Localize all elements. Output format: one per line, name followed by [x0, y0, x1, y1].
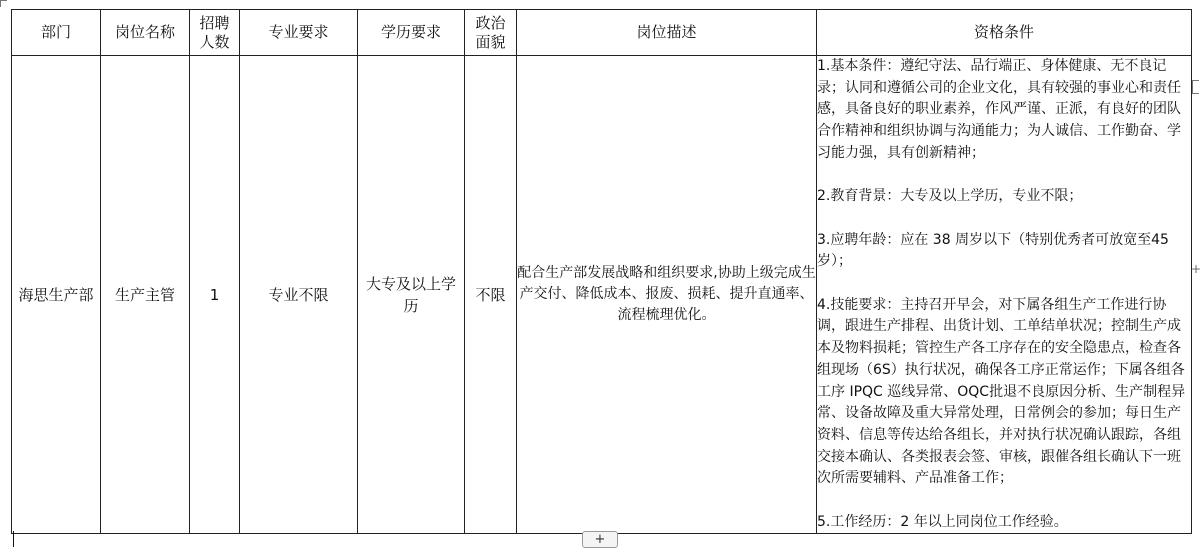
add-row-button[interactable]: +: [582, 531, 618, 548]
cell-qualifications[interactable]: [817, 56, 1192, 534]
job-posting-table: [11, 9, 1192, 534]
header-political-status: [465, 10, 517, 56]
blank-line: [817, 165, 1191, 187]
qualification-skills: 4.技能要求：主持召开早会，对下属各组生产工作进行协调，跟进生产排程、出货计划、工单结单状况；控制生产成本及物料损耗；管控生产各工序存在的安全隐患点，检查各组现场（6S）执行状况，确保各工序正常运作；下属各组各工序 IPQC 巡线异常、OQC批退不良原因分析、生产制程异常、设备故障及重大异常处理，日常例会的参加；每日生产资料、信息等传达给各组长，并对执行状况确认跟踪，各组交接本确认、各类报表会签、审核，跟催各组长确认下一班次所需要辅料、产品准备工作；: [817, 296, 1186, 487]
table-row: [12, 56, 1192, 534]
header-department: 部门: [12, 10, 101, 56]
add-column-button[interactable]: +: [1190, 262, 1201, 276]
header-job-description: 岗位描述: [517, 10, 817, 56]
header-position-name: 岗位名称: [101, 10, 190, 56]
qualification-age: 3.应聘年龄：应在 38 周岁以下（特别优秀者可放宽至45 岁）；: [817, 231, 1169, 270]
table-corner-handle[interactable]: [0, 0, 7, 7]
cell-job-description[interactable]: 配合生产部发展战略和组织要求,协助上级完成生产交付、降低成本、报废、损耗、提升直通率、流程梳理优化。: [517, 56, 817, 534]
header-major-requirement: 专业要求: [240, 10, 358, 56]
header-political-status-line2: 面貌: [475, 32, 506, 51]
header-education-requirement: 学历要求: [358, 10, 465, 56]
header-qualifications: 资格条件: [817, 10, 1192, 56]
header-political-status-line1: 政治: [475, 13, 506, 32]
header-row: [12, 10, 1192, 56]
blank-line: [817, 273, 1191, 295]
cell-major-requirement[interactable]: 专业不限: [240, 56, 358, 534]
cell-hiring-count[interactable]: 1: [190, 56, 240, 534]
cell-education-requirement[interactable]: 大专及以上学历: [358, 56, 465, 534]
text-cursor: [13, 531, 14, 547]
blank-line: [817, 490, 1191, 512]
cell-political-status[interactable]: 不限: [465, 56, 517, 534]
cell-department[interactable]: 海思生产部: [12, 56, 101, 534]
qualification-education: 2.教育背景：大专及以上学历，专业不限；: [817, 188, 1083, 205]
qualification-experience: 5.工作经历：2 年以上同岗位工作经验。: [817, 513, 1068, 530]
qualification-basic: 1.基本条件：遵纪守法、品行端正、身体健康、无不良记录；认同和遵循公司的企业文化，具有较强的事业心和责任感，具备良好的职业素养，作风严谨、正派，有良好的团队合作精神和组织协调与沟通能力；为人诚信、工作勤奋、学习能力强，具有创新精神；: [817, 58, 1181, 161]
cell-position-name[interactable]: 生产主管: [101, 56, 190, 534]
header-hiring-count-line1: 招聘: [199, 13, 230, 32]
column-resize-handle[interactable]: [1192, 80, 1199, 94]
header-hiring-count: [190, 10, 240, 56]
header-hiring-count-line2: 人数: [199, 32, 230, 51]
blank-line: [817, 208, 1191, 230]
